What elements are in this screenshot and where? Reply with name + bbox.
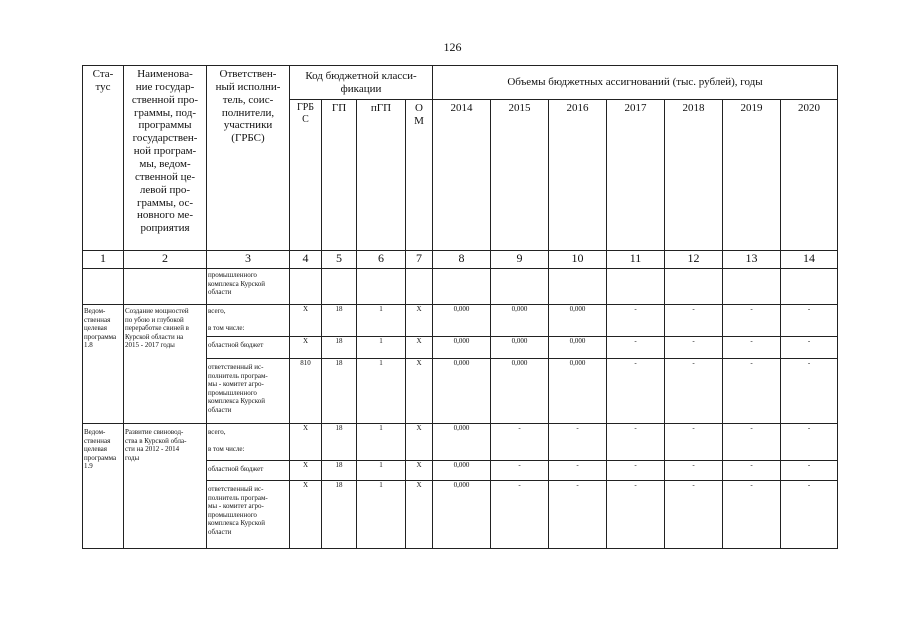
cell-gp: 18 <box>322 481 357 549</box>
cell-value: - <box>607 337 665 359</box>
cell-gp: 18 <box>322 305 357 337</box>
cell-om: Х <box>406 424 433 461</box>
row-responsible: ответственный ис- полнитель програм- мы - комитет агро- промышленного комплекса Курской области <box>207 481 290 549</box>
header-year: 2015 <box>491 100 549 251</box>
header-code-gp: ГП <box>322 100 357 251</box>
cell-grbs: Х <box>290 424 322 461</box>
cell-value: 0,000 <box>549 359 607 424</box>
program-status: Ведом- ственная целевая программа 1.9 <box>83 424 124 549</box>
column-number: 9 <box>491 251 549 269</box>
cell-pgp: 1 <box>357 424 406 461</box>
table-row <box>83 305 838 337</box>
cell-value: - <box>549 424 607 461</box>
cell-value: - <box>549 481 607 549</box>
continuation-responsible: промышленного комплекса Курской области <box>207 269 290 305</box>
column-number: 3 <box>207 251 290 269</box>
program-name: Создание мощностей по убою и глубокой переработке свиней в Курской области на 2015 - 2017 годы <box>124 305 207 424</box>
header-budget-code-group: Код бюджетной класси- фикации <box>290 66 433 100</box>
cell-pgp: 1 <box>357 305 406 337</box>
cell-grbs: Х <box>290 461 322 481</box>
cell-om: Х <box>406 359 433 424</box>
cell-value: - <box>781 461 838 481</box>
cell-value: 0,000 <box>433 481 491 549</box>
continuation-row <box>83 269 838 305</box>
cell-value: - <box>723 305 781 337</box>
row-responsible: всего, в том числе: <box>207 305 290 337</box>
header-code-pgp: пГП <box>357 100 406 251</box>
cell-value: - <box>781 337 838 359</box>
cell-value: 0,000 <box>491 305 549 337</box>
cell-om: Х <box>406 337 433 359</box>
row-responsible: ответственный ис- полнитель програм- мы - комитет агро- промышленного комплекса Курской области <box>207 359 290 424</box>
header-year: 2020 <box>781 100 838 251</box>
budget-table <box>82 65 838 549</box>
header-year: 2018 <box>665 100 723 251</box>
cell-grbs: 810 <box>290 359 322 424</box>
cell-value: - <box>665 305 723 337</box>
cell-value: - <box>491 481 549 549</box>
column-number: 5 <box>322 251 357 269</box>
cell-pgp: 1 <box>357 337 406 359</box>
cell-value: 0,000 <box>433 424 491 461</box>
cell-value: - <box>607 305 665 337</box>
column-number-row <box>83 251 838 269</box>
cell-value: 0,000 <box>491 337 549 359</box>
header-responsible: Ответствен- ный исполни- тель, соис- полнители, участники (ГРБС) <box>207 66 290 251</box>
cell-value: 0,000 <box>433 461 491 481</box>
cell-value: - <box>665 337 723 359</box>
cell-value: 0,000 <box>491 359 549 424</box>
column-number: 4 <box>290 251 322 269</box>
row-responsible: всего, в том числе: <box>207 424 290 461</box>
header-status: Ста- тус <box>83 66 124 251</box>
cell-value: 0,000 <box>549 305 607 337</box>
column-number: 6 <box>357 251 406 269</box>
column-number: 11 <box>607 251 665 269</box>
table-row <box>83 424 838 461</box>
program-status: Ведом- ственная целевая программа 1.8 <box>83 305 124 424</box>
header-year: 2014 <box>433 100 491 251</box>
cell-value: - <box>781 481 838 549</box>
cell-value: 0,000 <box>433 359 491 424</box>
column-number: 10 <box>549 251 607 269</box>
cell-value: 0,000 <box>433 305 491 337</box>
cell-pgp: 1 <box>357 481 406 549</box>
cell-value: - <box>607 359 665 424</box>
program-name: Развитие свиновод- ства в Курской обла- сти на 2012 - 2014 годы <box>124 424 207 549</box>
cell-om: Х <box>406 305 433 337</box>
header-year: 2016 <box>549 100 607 251</box>
row-responsible: областной бюджет <box>207 337 290 359</box>
cell-value: - <box>607 424 665 461</box>
cell-value: - <box>665 461 723 481</box>
page-number: 126 <box>443 40 462 54</box>
cell-value: - <box>665 359 723 424</box>
cell-value: - <box>549 461 607 481</box>
cell-grbs: Х <box>290 305 322 337</box>
cell-gp: 18 <box>322 424 357 461</box>
cell-value: - <box>491 424 549 461</box>
column-number: 1 <box>83 251 124 269</box>
cell-grbs: Х <box>290 481 322 549</box>
cell-om: Х <box>406 481 433 549</box>
column-number: 7 <box>406 251 433 269</box>
cell-value: - <box>723 461 781 481</box>
cell-value: - <box>607 481 665 549</box>
header-volume-group: Объемы бюджетных ассигнований (тыс. рублей), годы <box>433 66 838 100</box>
cell-value: - <box>723 359 781 424</box>
cell-pgp: 1 <box>357 461 406 481</box>
cell-value: - <box>665 481 723 549</box>
cell-value: - <box>491 461 549 481</box>
cell-value: 0,000 <box>549 337 607 359</box>
cell-value: - <box>781 424 838 461</box>
cell-om: Х <box>406 461 433 481</box>
column-number: 2 <box>124 251 207 269</box>
cell-value: 0,000 <box>433 337 491 359</box>
header-code-om: О М <box>406 100 433 251</box>
header-code-grbs: ГРБ С <box>290 100 322 251</box>
cell-value: - <box>723 424 781 461</box>
header-program-name: Наименова- ние государ- ственной про- граммы, под- программы государствен- ной програм- мы, ведом- ственной це- левой про- граммы, ос- новного ме- роприятия <box>124 66 207 251</box>
header-year: 2017 <box>607 100 665 251</box>
header-year: 2019 <box>723 100 781 251</box>
cell-value: - <box>781 305 838 337</box>
cell-value: - <box>723 337 781 359</box>
cell-value: - <box>781 359 838 424</box>
column-number: 8 <box>433 251 491 269</box>
cell-value: - <box>723 481 781 549</box>
column-number: 12 <box>665 251 723 269</box>
cell-gp: 18 <box>322 337 357 359</box>
column-number: 13 <box>723 251 781 269</box>
cell-pgp: 1 <box>357 359 406 424</box>
row-responsible: областной бюджет <box>207 461 290 481</box>
cell-value: - <box>607 461 665 481</box>
cell-grbs: Х <box>290 337 322 359</box>
cell-value: - <box>665 424 723 461</box>
cell-gp: 18 <box>322 359 357 424</box>
column-number: 14 <box>781 251 838 269</box>
cell-gp: 18 <box>322 461 357 481</box>
